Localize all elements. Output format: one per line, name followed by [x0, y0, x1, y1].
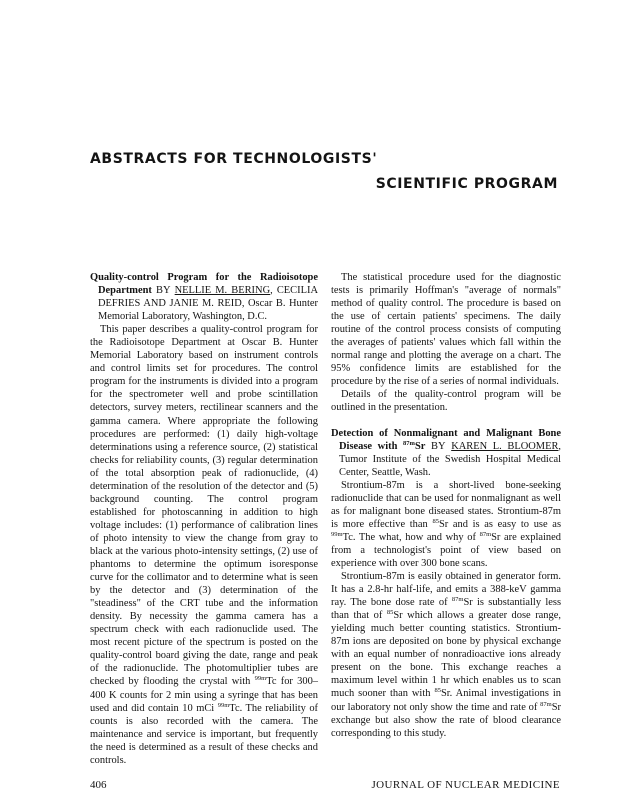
article1-paragraph-3: Details of the quality-control program will be outlined in the presentation. — [331, 389, 561, 414]
article1-coauthors: , CECILIA DEFRIES AND JANIE M. REID, — [98, 285, 318, 310]
journal-name: JOURNAL OF NUCLEAR MEDICINE — [371, 779, 560, 791]
article2-affiliation: , Tumor Institute of the Swedish Hospital Medical Center, Seattle, Wash. — [339, 440, 562, 478]
left-column — [90, 271, 318, 767]
article2-header — [331, 427, 561, 479]
article2-paragraph-2: Strontium-87m is easily obtained in generator form. It has a 2.8-hr half-life, and emits a 388-keV gamma ray. The bone dose rate of $^{87m}$Sr is substantially less than that of $^{85}$Sr which allows a greater dose range, yielding much better counting statistics. Strontium-87m ions are deposited on bone by physical exchange with an equal number of nonradioactive ions already present on the bone. This exchange reaches a maximum level within 1 hr which enables us to scan much sooner than with $^{85}$Sr. Animal investigations in our laboratory not only show the time and rate of $^{87m}$Sr exchange but also show the rate of blood clearance corresponding to this study. — [331, 571, 562, 739]
article2-by: BY — [431, 440, 446, 452]
article1-affiliation: Oscar B. Hunter Memorial Laboratory, Washington, D.C. — [98, 298, 319, 323]
article1-title: Quality-control Program for the Radioisotope Department — [90, 272, 318, 297]
article2-title: Detection of Nonmalignant and Malignant Bone Disease with $^{87m}$Sr — [331, 427, 561, 452]
article1-header — [90, 271, 318, 323]
section-heading-line1: ABSTRACTS FOR TECHNOLOGISTS' — [90, 151, 378, 167]
article1-by: BY — [156, 285, 171, 297]
page-number: 406 — [90, 779, 107, 791]
article2-paragraph-1: Strontium-87m is a short-lived bone-seeking radionuclide that can be used for nonmalignant as well as for malignant bone diseased states. Strontium-87m is more effective than $^{85}$Sr and is as easy to use as $^{99m}$Tc. The what, how and why of $^{87m}$Sr are explained from a technologist's point of view based on experience with over 300 bone scans. — [331, 479, 561, 569]
right-column — [331, 271, 561, 740]
section-heading-line2: SCIENTIFIC PROGRAM — [375, 176, 558, 192]
article1-author: NELLIE M. BERING — [174, 285, 271, 297]
article1-paragraph-2: The statistical procedure used for the diagnostic tests is primarily Hoffman's "average of normals" method of quality control. The procedure is based on the use of certain patients' specimens. The daily routine of the control process consists of computing the averages of patients' values which fall within the normal range and plotting the average on a chart. The 95% confidence limits are established for the procedure by the rise of a series of normal individuals. — [331, 272, 561, 388]
article1-paragraph-1: This paper describes a quality-control program for the Radioisotope Department at Oscar B. Hunter Memorial Laboratory based on instrument controls and control limits set for procedures. The control program for the instruments is divided into a program for the spectrometer well and probe scintillation detectors, survey meters, rectilinear scanners and the gamma camera. Where appropriate the following procedures are performed: (1) daily high-voltage determinations using a reference source, (2) statistical checks for reliability counts, (3) regular determination of the total absorption peak of radionuclide, (4) determination of the resolution of the detector and (5) background counting. The control program established for photoscanning in addition to high voltage includes: (1) performance of calibration lines of photo intensity to view the change from gray to black at the various photo-intensity settings, (2) use of phantoms to determine the optimum isoresponse curve for the collimator and to determine what is seen by the detector and (3) determination of the "steadiness" of the CRT tube and the information density. By necessity the gamma camera has a spectrum check with each radionuclide used. The most recent picture of the spectrum is posted on the quality-control board giving the date, range and peak of the radionuclide. The photomultiplier tubes are checked by flooding the crystal with $^{99m}$Tc for 300–400 K counts for 2 min using a syringe that has been used and did contain 10 mCi $^{99m}$Tc. The reliability of counts is also recorded with the camera. The maintenance and service is important, but frequently the need is determined as a result of these checks and controls. — [90, 324, 319, 766]
article2-author: KAREN L. BLOOMER — [451, 440, 559, 452]
